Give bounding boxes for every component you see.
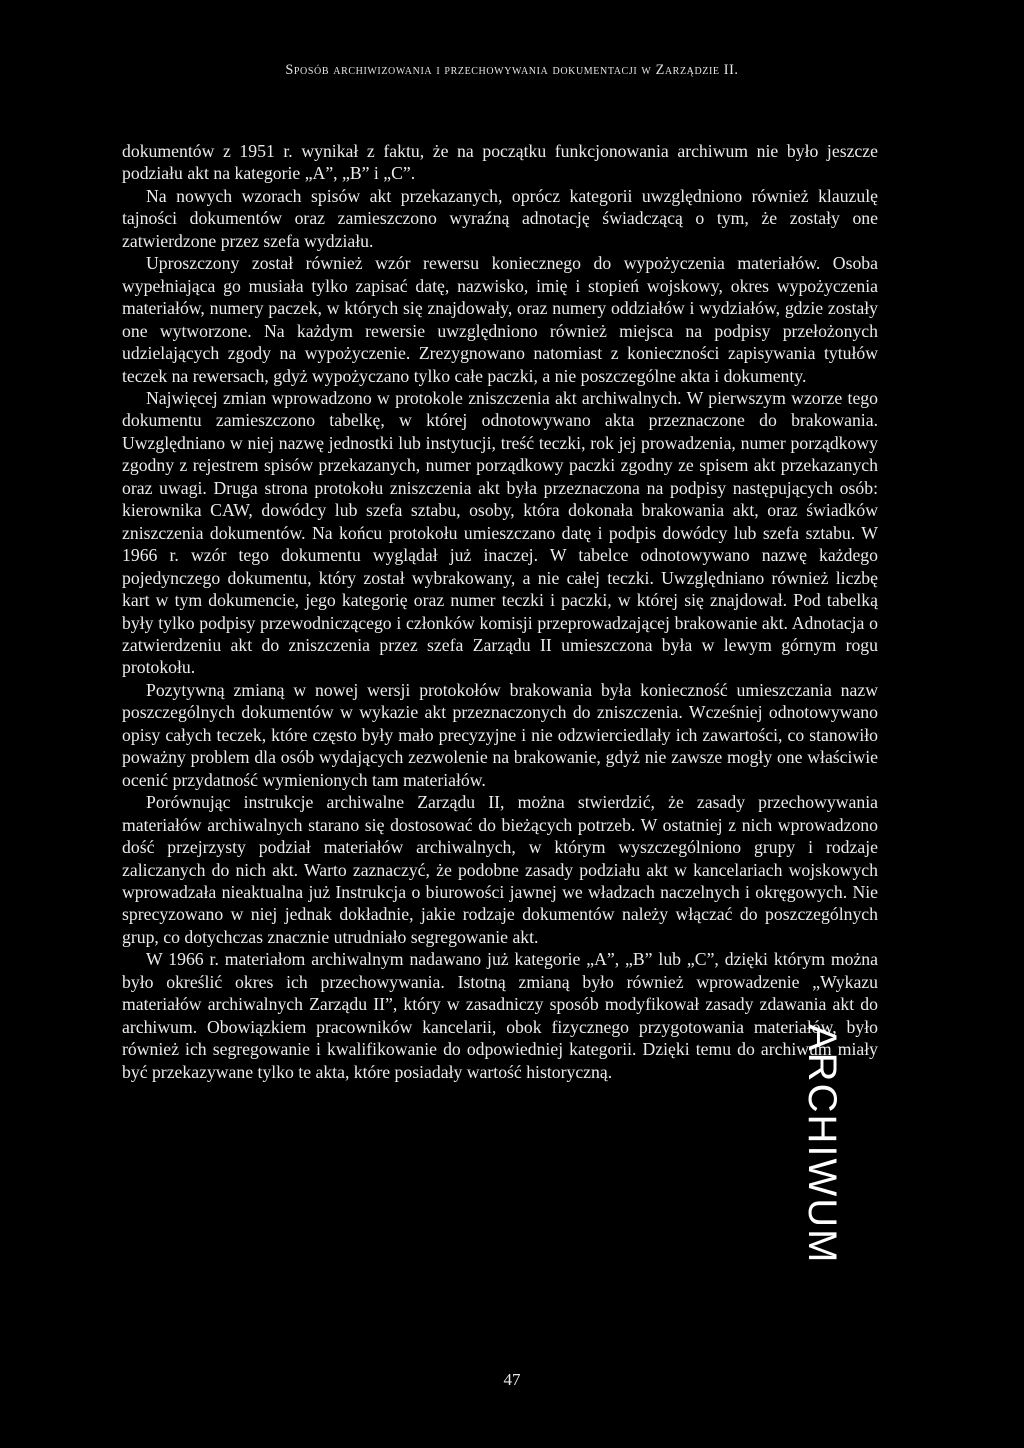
- paragraph: Na nowych wzorach spisów akt przekazanych, oprócz kategorii uwzględniono również klauzulę tajności dokumentów oraz zamieszczono wyraźną adnotację świadczącą o tym, że zostały one zatwierdzone przez szefa wydziału.: [122, 185, 878, 251]
- body-text: [122, 140, 878, 1083]
- paragraph: W 1966 r. materiałom archiwalnym nadawano już kategorie „A”, „B” lub „C”, dzięki którym można było określić okres ich przechowywania. Istotną zmianą było również wprowadzenie „Wykazu materiałów archiwalnych Zarządu II”, który w zasadniczy sposób modyfikował zasady zdawania akt do archiwum. Obowiązkiem pracowników kancelarii, obok fizycznego przygotowania materiałów, było również ich segregowanie i kwalifikowanie do odpowiedniej kategorii. Dzięki temu do archiwum miały być przekazywane tylko te akta, które posiadały wartość historyczną.: [122, 949, 878, 1082]
- running-header: Sposób archiwizowania i przechowywania dokumentacji w Zarządzie II.: [285, 62, 739, 78]
- paragraph: Porównując instrukcje archiwalne Zarządu II, można stwierdzić, że zasady przechowywania materiałów archiwalnych starano się dostosować do bieżących potrzeb. W ostatniej z nich wprowadzono dość przejrzysty podział materiałów archiwalnych, w którym wyszczególniono grupy i rodzaje zaliczanych do nich akt. Warto zaznaczyć, że podobne zasady podziału akt w kancelariach wojskowych wprowadzała nieaktualna już Instrukcja o biurowości jawnej we władzach naczelnych i okręgowych. Nie sprecyzowano w niej jednak dokładnie, jakie rodzaje dokumentów należy włączać do poszczególnych grup, co dotychczas znacznie utrudniało segregowanie akt.: [122, 792, 878, 947]
- paragraph: Pozytywną zmianą w nowej wersji protokołów brakowania była konieczność umieszczania nazw poszczególnych dokumentów w wykazie akt przeznaczonych do zniszczenia. Wcześniej odnotowywano opisy całych teczek, które często były mało precyzyjne i nie odzwierciedlały ich zawartości, co stanowiło poważny problem dla osób wydających zezwolenie na brakowanie, gdyż nie zawsze mogły one właściwie ocenić przydatność wymienionych tam materiałów.: [122, 679, 878, 790]
- page-number: 47: [503, 1370, 521, 1389]
- paragraph: Uproszczony został również wzór rewersu koniecznego do wypożyczenia materiałów. Osoba wypełniająca go musiała tylko zapisać datę, nazwisko, imię i stopień wojskowy, okres wypożyczenia materiałów, numery paczek, w których się znajdowały, oraz numery oddziałów i wydziałów, gdzie zostały one wytworzone. Na każdym rewersie uwzględniono również miejsca na podpisy przełożonych udzielających zgody na wypożyczenie. Zrezygnowano natomiast z konieczności zapisywania tytułów teczek na rewersach, gdyż wypożyczano tylko całe paczki, a nie poszczególne akta i dokumenty.: [122, 253, 878, 386]
- side-section-label: ARCHIWUM: [800, 1024, 844, 1265]
- paragraph: Najwięcej zmian wprowadzono w protokole zniszczenia akt archiwalnych. W pierwszym wzorze tego dokumentu zamieszczono tabelkę, w której odnotowywano akta przeznaczone do brakowania. Uwzględniano w niej nazwę jednostki lub instytucji, treść teczki, rok jej prowadzenia, numer porządkowy zgodny z rejestrem spisów przekazanych, numer porządkowy paczki zgodny ze spisem akt przekazanych oraz uwagi. Druga strona protokołu zniszczenia akt była przeznaczona na podpisy następujących osób: kierownika CAW, dowódcy lub szefa sztabu, osoby, która dokonała brakowania akt, oraz świadków zniszczenia dokumentów. Na końcu protokołu umieszczano datę i podpis dowódcy lub szefa sztabu. W 1966 r. wzór tego dokumentu wyglądał już inaczej. W tabelce odnotowywano nazwę każdego pojedynczego dokumentu, który został wybrakowany, a nie całej teczki. Uwzględniano również liczbę kart w tym dokumencie, jego kategorię oraz numer teczki i paczki, w której się znajdował. Pod tabelką były tylko podpisy przewodniczącego i członków komisji przeprowadzającej brakowanie akt. Adnotacja o zatwierdzeniu akt do zniszczenia przez szefa Zarządu II umieszczona była w lewym górnym rogu protokołu.: [122, 387, 878, 678]
- paragraph-continuation: dokumentów z 1951 r. wynikał z faktu, że na początku funkcjonowania archiwum nie było jeszcze podziału akt na kategorie „A”, „B” i „C”.: [122, 141, 878, 184]
